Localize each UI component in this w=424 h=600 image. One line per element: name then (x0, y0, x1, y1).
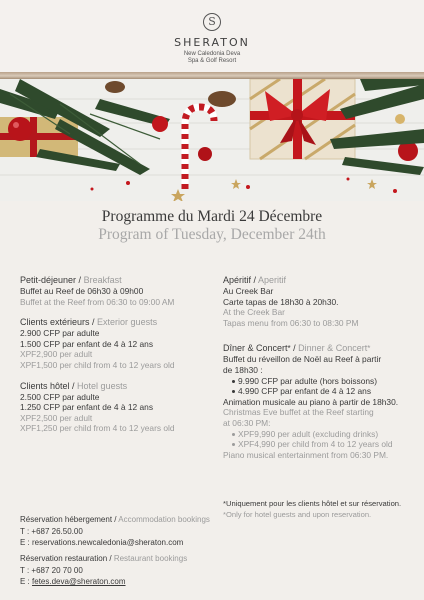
dinner-heading-fr: Dîner & Concert (223, 343, 288, 354)
restaurant-heading-en: Restaurant bookings (113, 554, 188, 563)
footnote (223, 499, 413, 520)
aperitif-section (223, 275, 413, 328)
dinner-intro-fr-1: Buffet du réveillon de Noël au Reef à partir (223, 354, 382, 365)
breakfast-line-en: Buffet at the Reef from 06:30 to 09:00 AM (20, 296, 175, 307)
outside-guests-heading-fr: Clients extérieurs (20, 317, 90, 328)
restaurant-heading: Réservation restauration / Restaurant bookings (20, 554, 188, 563)
brand-tagline-1: New Caledonia Deva (183, 51, 241, 57)
aperitif-heading-fr: Apéritif (223, 275, 252, 285)
restaurant-email-row (20, 576, 240, 588)
sheraton-logo-icon (203, 13, 221, 31)
outside-adult-en: XPF2,900 per adult (20, 349, 93, 360)
left-column (20, 275, 215, 444)
hotel-guests-heading-en: Hotel guests (77, 380, 128, 391)
outside-guests-section (20, 317, 215, 370)
aperitif-menu-en: Tapas menu from 06:30 to 08:30 PM (223, 317, 359, 328)
outside-guests-heading: Clients extérieurs / Exterior guests (20, 317, 158, 328)
dinner-price-adult-fr: 9.990 CFP par adulte (hors boissons) (232, 376, 413, 387)
outside-child-fr: 1.500 CFP par enfant de 4 à 12 ans (20, 338, 154, 349)
restaurant-heading-fr: Réservation restauration (20, 554, 108, 563)
right-column (223, 275, 413, 470)
dinner-music-fr: Animation musicale au piano à partir de 18h30. (223, 396, 399, 407)
brand-tagline-2: Spa & Golf Resort (187, 58, 237, 64)
aperitif-place-en: At the Creek Bar (223, 307, 285, 318)
restaurant-contact (20, 553, 240, 588)
accommodation-heading-fr: Réservation hébergement (20, 515, 113, 524)
hotel-guests-heading: Clients hôtel / Hotel guests (20, 380, 128, 391)
dinner-intro-fr-2: de 18h30 : (223, 364, 263, 375)
title-english: Program of Tuesday, December 24th (98, 226, 326, 243)
hotel-adult-en: XPF2,500 per adult (20, 412, 93, 423)
breakfast-section (20, 275, 215, 307)
accommodation-heading-en: Accommodation bookings (118, 515, 210, 524)
outside-child-en: XPF1,500 per child from 4 to 12 years old (20, 359, 175, 370)
dinner-price-adult-en: XPF9,990 per adult (excluding drinks) (232, 429, 413, 440)
christmas-banner-image (0, 79, 424, 201)
hotel-child-fr: 1.250 CFP par enfant de 4 à 12 ans (20, 402, 154, 413)
dinner-prices-en (223, 429, 413, 450)
title-french: Programme du Mardi 24 Décembre (101, 208, 323, 225)
restaurant-phone: T : +687 20 70 00 (20, 565, 83, 575)
program-title (0, 208, 424, 244)
footnote-fr: *Uniquement pour les clients hôtel et sur réservation. (223, 499, 402, 508)
outside-guests-heading-en: Exterior guests (97, 317, 158, 328)
header (0, 0, 424, 72)
breakfast-heading-en: Breakfast (83, 275, 122, 285)
aperitif-menu-fr: Carte tapas de 18h30 à 20h30. (223, 296, 339, 307)
dinner-prices-fr (223, 376, 413, 397)
dinner-intro-en-1: Christmas Eve buffet at the Reef starting (223, 407, 374, 418)
accommodation-heading: Réservation hébergement / Accommodation bookings (20, 515, 210, 524)
dinner-section (223, 343, 413, 460)
aperitif-heading: Apéritif / Aperitif (223, 275, 287, 285)
dinner-heading-en: Dinner & Concert (298, 343, 368, 354)
breakfast-heading: Petit-déjeuner / Breakfast (20, 275, 122, 285)
accommodation-phone: T : +687 26.50.00 (20, 526, 83, 536)
restaurant-email-link[interactable]: fetes.deva@sheraton.com (32, 577, 126, 586)
dinner-intro-en-2: at 06:30 PM: (223, 417, 271, 428)
hotel-guests-section (20, 381, 215, 434)
brand-name: SHERATON (174, 36, 250, 49)
breakfast-line-fr: Buffet au Reef de 06h30 à 09h00 (20, 286, 144, 296)
dinner-music-en: Piano musical entertainment from 06:30 PM. (223, 449, 389, 460)
dinner-price-child-fr: 4.990 CFP par enfant de 4 à 12 ans (232, 386, 413, 397)
aperitif-heading-en: Aperitif (258, 275, 287, 285)
gold-divider (0, 72, 424, 79)
accommodation-contact (20, 514, 240, 549)
outside-adult-fr: 2.900 CFP par adulte (20, 328, 100, 339)
dinner-heading: Dîner & Concert* / Dinner & Concert* (223, 343, 371, 354)
hotel-child-en: XPF1,250 per child from 4 to 12 years old (20, 423, 175, 434)
hotel-adult-fr: 2.500 CFP par adulte (20, 391, 100, 402)
hotel-guests-heading-fr: Clients hôtel (20, 380, 70, 391)
breakfast-heading-fr: Petit-déjeuner (20, 275, 77, 285)
footnote-en: *Only for hotel guests and upon reservation. (223, 509, 372, 519)
aperitif-place-fr: Au Creek Bar (223, 286, 274, 296)
dinner-price-child-en: XPF4,990 per child from 4 to 12 years old (232, 439, 413, 450)
restaurant-email-prefix: E : (20, 577, 33, 586)
accommodation-email: E : reservations.newcaledonia@sheraton.com (20, 538, 184, 547)
